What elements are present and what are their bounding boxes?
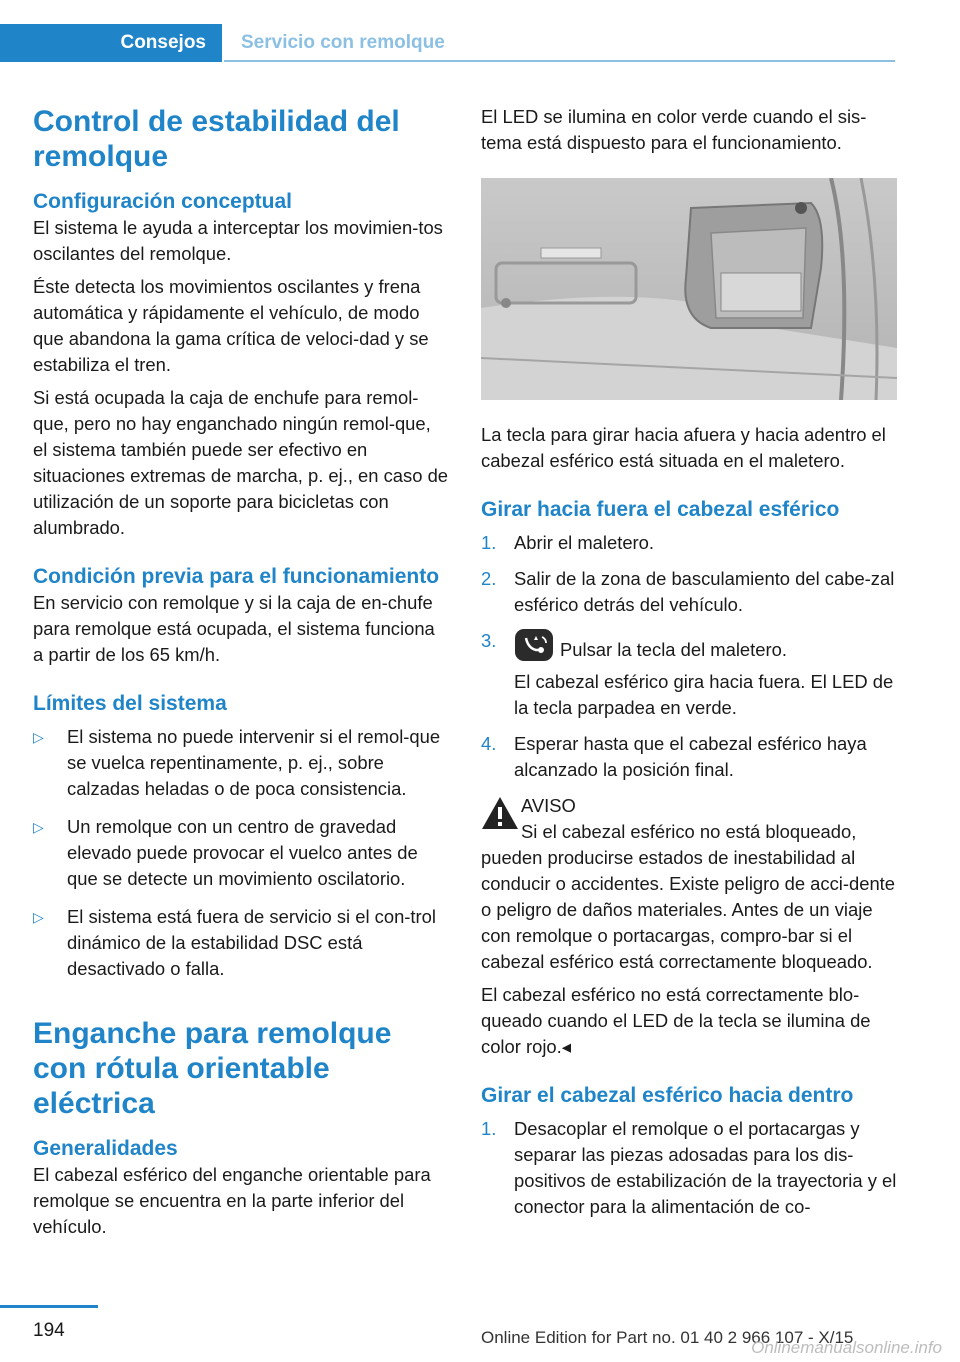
heading-concept: Configuración conceptual xyxy=(33,190,293,213)
warning-title: AVISO xyxy=(521,795,576,816)
paragraph: El cabezal esférico del enganche orientable para remolque se encuentra en la parte inferior del vehículo. xyxy=(33,1164,431,1237)
list-item: ▷ Un remolque con un centro de gravedad elevado puede provocar el vuelco antes de que se detecte un movimiento oscilatorio. xyxy=(33,816,418,889)
list-item: 1. Abrir el maletero. xyxy=(481,532,655,553)
header-rule xyxy=(224,60,895,62)
warning-triangle-icon xyxy=(481,795,519,831)
paragraph: El sistema le ayuda a interceptar los movimien-tos oscilantes del remolque. xyxy=(33,217,443,264)
heading-general: Generalidades xyxy=(33,1137,178,1160)
triangle-bullet-icon: ▷ xyxy=(33,909,44,925)
tab-label: Consejos xyxy=(120,32,206,53)
page-number: 194 xyxy=(33,1320,65,1341)
step-result: El cabezal esférico gira hacia fuera. El LED de la tecla parpadea en verde. xyxy=(514,671,894,718)
list-item: 1. Desacoplar el remolque o el portacargas y separar las piezas adosadas para los dis-positivos de estabilización de la trayectoria y el conector para la alimentación de co- xyxy=(481,1118,897,1217)
paragraph: Si está ocupada la caja de enchufe para remol-que, pero no hay enganchado ningún remol-que, el sistema también puede ser efectivo en situaciones extremas de marcha, p. ej., en caso de utilización de un soporte para bicicletas con alumbrado. xyxy=(33,387,449,538)
paragraph: La tecla para girar hacia afuera y hacia adentro el cabezal esférico está situada en el maletero. xyxy=(481,424,886,471)
steps-swing-out xyxy=(481,530,897,783)
warning-text: Si el cabezal esférico no está bloqueado, xyxy=(521,821,857,842)
left-column xyxy=(33,104,449,1240)
bullet-list xyxy=(33,724,449,982)
tab-label: Servicio con remolque xyxy=(241,32,445,53)
list-item: 2. Salir de la zona de basculamiento del cabe-zal esférico detrás del vehículo. xyxy=(481,568,895,615)
heading-precondition: Condición previa para el funcionamiento xyxy=(33,565,440,588)
trunk-photo xyxy=(481,178,897,400)
warning-block xyxy=(481,793,897,845)
tab-servicio-con-remolque[interactable] xyxy=(224,24,445,62)
list-item: 4. Esperar hasta que el cabezal esférico haya alcanzado la posición final. xyxy=(481,733,867,780)
steps-swing-in xyxy=(481,1116,897,1220)
tab-consejos[interactable] xyxy=(0,24,222,62)
paragraph: En servicio con remolque y si la caja de en-chufe para remolque está ocupada, el sistema funciona a partir de los 65 km/h. xyxy=(33,592,435,665)
list-item: ▷ El sistema está fuera de servicio si el con-trol dinámico de la estabilidad DSC está desactivado o falla. xyxy=(33,906,436,979)
list-item: 3. Pulsar la tecla del maletero. El cabezal esférico gira hacia fuera. El LED de la tecla parpadea en verde. xyxy=(481,628,897,721)
edition-note: Online Edition for Part no. 01 40 2 966 107 - X/15 xyxy=(481,1328,854,1347)
heading-tow-hitch: Enganche para remolque con rótula orientable eléctrica xyxy=(33,1017,392,1120)
triangle-bullet-icon: ▷ xyxy=(33,729,44,745)
warning-text: pueden producirse estados de inestabilidad al conducir o accidentes. Existe peligro de acci-dente o peligro de daños materiales. Antes de un viaje con remolque o portacargas, compro-bar si el cabezal esférico está correctamente bloqueado. xyxy=(481,847,896,972)
heading-swing-out: Girar hacia fuera el cabezal esférico xyxy=(481,498,840,521)
paragraph: Éste detecta los movimientos oscilantes y frena automática y rápidamente el vehículo, de modo que abandona la gama crítica de veloci-dad y se estabiliza el tren. xyxy=(33,276,429,375)
paragraph: El LED se ilumina en color verde cuando el sis-tema está dispuesto para el funcionamiento. xyxy=(481,106,867,153)
paragraph: El cabezal esférico no está correctamente blo-queado cuando el LED de la tecla se ilumina de color rojo.◂ xyxy=(481,984,871,1057)
heading-system-limits: Límites del sistema xyxy=(33,692,227,715)
footer-rule xyxy=(0,1305,98,1308)
heading-stability-control: Control de estabilidad del remolque xyxy=(33,105,400,173)
triangle-bullet-icon: ▷ xyxy=(33,819,44,835)
tow-hitch-button-icon xyxy=(514,628,554,662)
heading-swing-in: Girar el cabezal esférico hacia dentro xyxy=(481,1084,854,1107)
right-column xyxy=(481,104,897,1230)
list-item: ▷ El sistema no puede intervenir si el remol-que se vuelca repentinamente, p. ej., sobre calzadas heladas o de poca consistencia. xyxy=(33,726,441,799)
watermark: Onlinemanualsonline.info xyxy=(751,1338,942,1357)
